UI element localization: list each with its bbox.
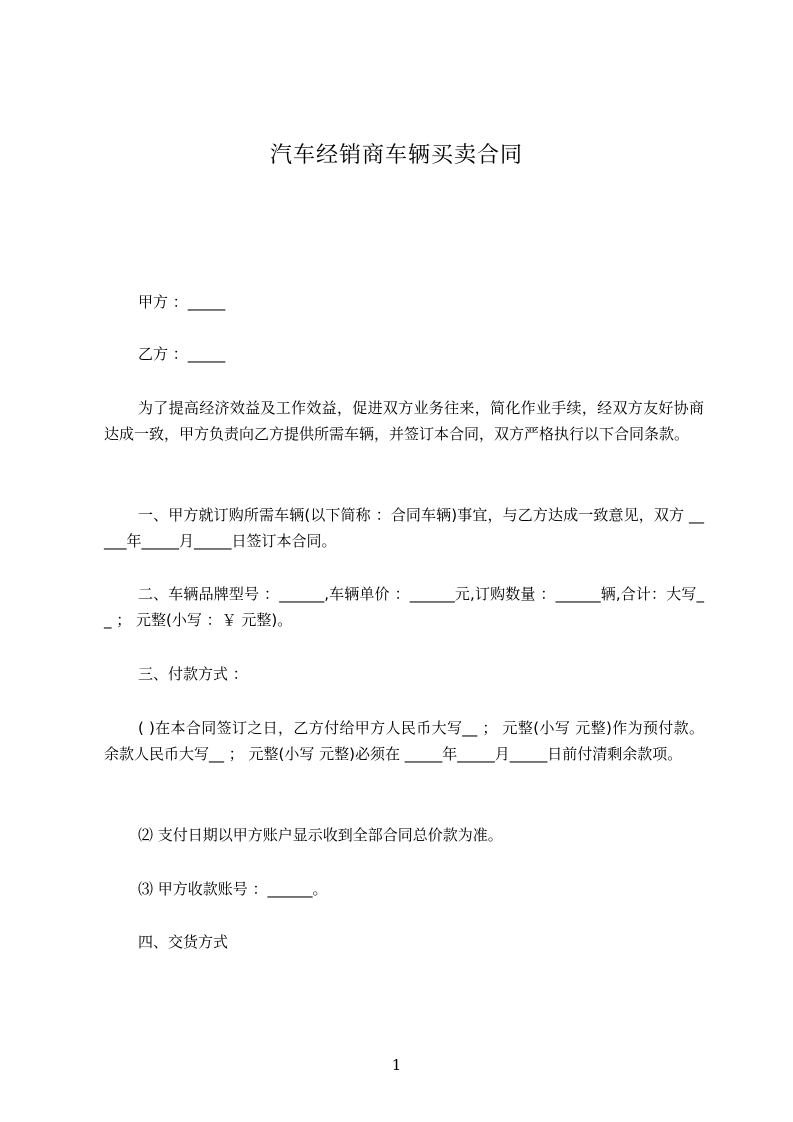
clause-3-heading: 三、付款方式 ： <box>138 665 248 683</box>
clause-1-paragraph: 一、甲方就订购所需车辆(以下简称 ：合同车辆)事宜，与乙方达成一致意见，双方 _____年_____月_____日签订本合同。 <box>104 506 704 550</box>
payment-item-2: ⑵ 支付日期以甲方账户显示收到全部合同总价款为准。 <box>138 826 503 844</box>
clause-4-heading: 四、交货方式 <box>138 933 229 951</box>
intro-paragraph: 为了提高经济效益及工作效益，促进双方业务往来，简化作业手续，经双方友好协商达成一致，甲方负责向乙方提供所需车辆，并签订本合同，双方严格执行以下合同条款。 <box>104 399 704 443</box>
payment-item-3: ⑶ 甲方收款账号 ：______。 <box>138 880 328 898</box>
payment-item-1: ( )在本合同签订之日，乙方付给甲方人民币大写__ ； 元整(小写 元整)作为预付款。余款人民币大写__ ； 元整(小写 元整)必须在 _____年_____月_____日前付清剩余款项。 <box>104 719 704 763</box>
party-b-line: 乙方 ：_____ <box>138 345 226 363</box>
page-title: 汽车经销商车辆买卖合同 <box>269 143 523 168</box>
clause-2-paragraph: 二、车辆品牌型号 ：______,车辆单价 ：______元,订购数量 ：______辆,合计：大写__ ； 元整(小写 ：￥ 元整)。 <box>104 585 704 629</box>
party-a-line: 甲方 ：_____ <box>138 293 226 311</box>
page-number: 1 <box>391 1056 402 1074</box>
